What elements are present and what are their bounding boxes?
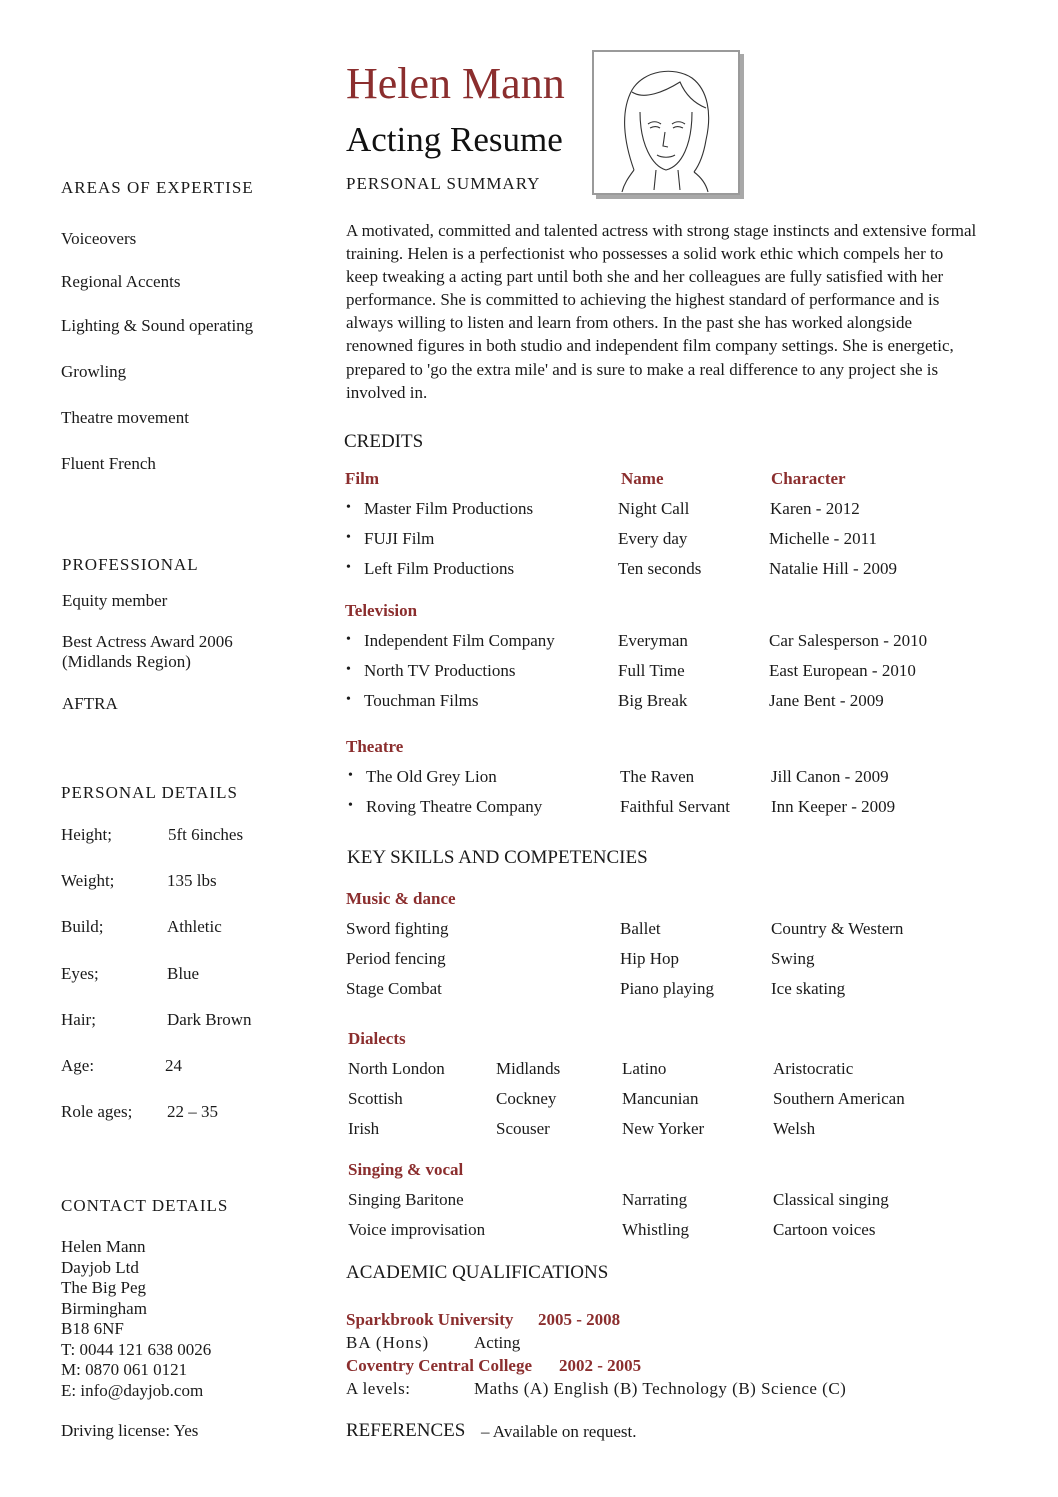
personal-summary: A motivated, committed and talented actress with strong stage instincts and extensive formal training. Helen is a perfectionist who possesses a solid work ethic which compels her to keep tweaking a acting part until both she and her colleagues are fully satisfied with her performance. She is committed to achieving the highest standard of performance and is always willing to listen and learn from others. In the past she has worked alongside renowned figures in both studio and independent film company settings. She is energetic, prepared to 'go the extra mile' and is sure to make a real difference to any project she is involved in.: [346, 221, 977, 402]
summary-heading: PERSONAL SUMMARY: [346, 174, 541, 193]
dialect: Southern American: [773, 1089, 905, 1108]
singing-skill: Voice improvisation: [348, 1220, 486, 1239]
detail-value: 135 lbs: [167, 871, 217, 890]
music-dance-heading: Music & dance: [346, 889, 456, 908]
film-credit: • Master Film Productions: [364, 499, 533, 519]
dialect: Welsh: [773, 1119, 816, 1138]
dialects-heading: Dialects: [348, 1029, 406, 1048]
dialect: New Yorker: [622, 1119, 705, 1138]
singing-heading: Singing & vocal: [348, 1160, 464, 1179]
film-credit-character: Michelle - 2011: [769, 529, 877, 548]
theatre-credit-name: The Raven: [620, 767, 695, 786]
detail-label: Age:: [61, 1056, 95, 1075]
dialect: Aristocratic: [773, 1059, 854, 1078]
expertise-item: Regional Accents: [61, 272, 181, 291]
music-skill: Swing: [771, 949, 815, 968]
music-skill: Hip Hop: [620, 949, 680, 968]
dialect: Scouser: [496, 1119, 550, 1138]
film-credit-character: Natalie Hill - 2009: [769, 559, 897, 578]
film-credit: • FUJI Film: [364, 529, 434, 549]
detail-value: Athletic: [167, 917, 222, 936]
expertise-item: Growling: [61, 362, 127, 381]
a-levels-label: A levels:: [346, 1379, 411, 1398]
detail-label: Height;: [61, 825, 112, 844]
credits-heading: CREDITS: [344, 431, 424, 452]
university-years: 2005 - 2008: [538, 1310, 621, 1329]
dialect: Scottish: [348, 1089, 403, 1108]
professional-item: Equity member: [62, 591, 168, 610]
music-skill: Ice skating: [771, 979, 846, 998]
references-text: – Available on request.: [481, 1422, 637, 1441]
contact-line: The Big Peg: [61, 1278, 146, 1297]
singing-skill: Singing Baritone: [348, 1190, 464, 1209]
theatre-credit-name: Faithful Servant: [620, 797, 731, 816]
detail-label: Role ages;: [61, 1102, 133, 1121]
degree-label: BA (Hons): [346, 1333, 430, 1352]
contact-line: B18 6NF: [61, 1319, 124, 1338]
tv-credit-name: Full Time: [618, 661, 685, 680]
theatre-heading: Theatre: [346, 737, 404, 756]
academic-heading: ACADEMIC QUALIFICATIONS: [346, 1262, 609, 1283]
detail-value: Blue: [167, 964, 200, 983]
dialect: Mancunian: [622, 1089, 699, 1108]
credits-col-character: Character: [771, 469, 846, 488]
film-credit-name: Ten seconds: [618, 559, 702, 578]
music-skill: Country & Western: [771, 919, 904, 938]
dialect: Cockney: [496, 1089, 557, 1108]
singing-skill: Cartoon voices: [773, 1220, 876, 1239]
professional-heading: PROFESSIONAL: [62, 555, 199, 574]
detail-label: Eyes;: [61, 964, 99, 983]
contact-line: Helen Mann: [61, 1237, 146, 1256]
resume-name: Helen Mann: [346, 59, 565, 108]
resume-title: Acting Resume: [346, 120, 563, 159]
detail-value: Dark Brown: [167, 1010, 252, 1029]
college-name: Coventry Central College: [346, 1356, 533, 1375]
profile-photo: [592, 50, 740, 195]
contact-email: E: info@dayjob.com: [61, 1381, 204, 1400]
tv-credit: • Touchman Films: [364, 691, 479, 711]
theatre-credit-character: Inn Keeper - 2009: [771, 797, 896, 816]
theatre-credit-character: Jill Canon - 2009: [771, 767, 889, 786]
professional-item: Best Actress Award 2006: [62, 632, 233, 651]
tv-credit-character: Jane Bent - 2009: [769, 691, 884, 710]
music-skill: Period fencing: [346, 949, 446, 968]
expertise-item: Lighting & Sound operating: [61, 316, 254, 335]
expertise-item: Voiceovers: [61, 229, 137, 248]
film-credit: • Left Film Productions: [364, 559, 514, 579]
dialect: North London: [348, 1059, 445, 1078]
television-heading: Television: [345, 601, 418, 620]
skills-heading: KEY SKILLS AND COMPETENCIES: [347, 847, 648, 868]
detail-label: Build;: [61, 917, 104, 936]
credits-col-film: Film: [345, 469, 379, 488]
film-credit-character: Karen - 2012: [770, 499, 860, 518]
contact-line: Dayjob Ltd: [61, 1258, 139, 1277]
music-skill: Piano playing: [620, 979, 714, 998]
tv-credit-name: Everyman: [618, 631, 688, 650]
dialect: Irish: [348, 1119, 380, 1138]
dialect: Midlands: [496, 1059, 561, 1078]
theatre-credit: • The Old Grey Lion: [366, 767, 497, 787]
detail-value: 22 – 35: [167, 1102, 218, 1121]
film-credit-name: Night Call: [618, 499, 690, 518]
singing-skill: Narrating: [622, 1190, 688, 1209]
singing-skill: Classical singing: [773, 1190, 889, 1209]
university-name: Sparkbrook University: [346, 1310, 514, 1329]
expertise-item: Theatre movement: [61, 408, 189, 427]
tv-credit: • North TV Productions: [364, 661, 515, 681]
detail-value: 5ft 6inches: [168, 825, 244, 844]
singing-skill: Whistling: [622, 1220, 690, 1239]
contact-mobile: M: 0870 061 0121: [61, 1360, 188, 1379]
expertise-item: Fluent French: [61, 454, 156, 473]
professional-item: (Midlands Region): [62, 652, 191, 671]
film-credit-name: Every day: [618, 529, 688, 548]
music-skill: Stage Combat: [346, 979, 442, 998]
contact-heading: CONTACT DETAILS: [61, 1196, 229, 1215]
references-heading: REFERENCES: [346, 1420, 466, 1441]
professional-item: AFTRA: [62, 694, 118, 713]
contact-phone: T: 0044 121 638 0026: [61, 1340, 212, 1359]
tv-credit-character: Car Salesperson - 2010: [769, 631, 928, 650]
college-years: 2002 - 2005: [559, 1356, 642, 1375]
expertise-heading: AREAS OF EXPERTISE: [61, 178, 254, 197]
degree-subject: Acting: [474, 1333, 521, 1352]
music-skill: Ballet: [620, 919, 661, 938]
dialect: Latino: [622, 1059, 667, 1078]
tv-credit-name: Big Break: [618, 691, 688, 710]
music-skill: Sword fighting: [346, 919, 449, 938]
portrait-sketch-icon: [594, 52, 738, 193]
tv-credit-character: East European - 2010: [769, 661, 916, 680]
personal-details-heading: PERSONAL DETAILS: [61, 783, 238, 802]
contact-line: Birmingham: [61, 1299, 147, 1318]
detail-label: Weight;: [61, 871, 115, 890]
detail-value: 24: [165, 1056, 182, 1075]
theatre-credit: • Roving Theatre Company: [366, 797, 542, 817]
a-levels-grades: Maths (A) English (B) Technology (B) Science (C): [474, 1379, 847, 1398]
driving-license: Driving license: Yes: [61, 1421, 199, 1440]
credits-col-name: Name: [621, 469, 664, 488]
detail-label: Hair;: [61, 1010, 96, 1029]
tv-credit: • Independent Film Company: [364, 631, 555, 651]
